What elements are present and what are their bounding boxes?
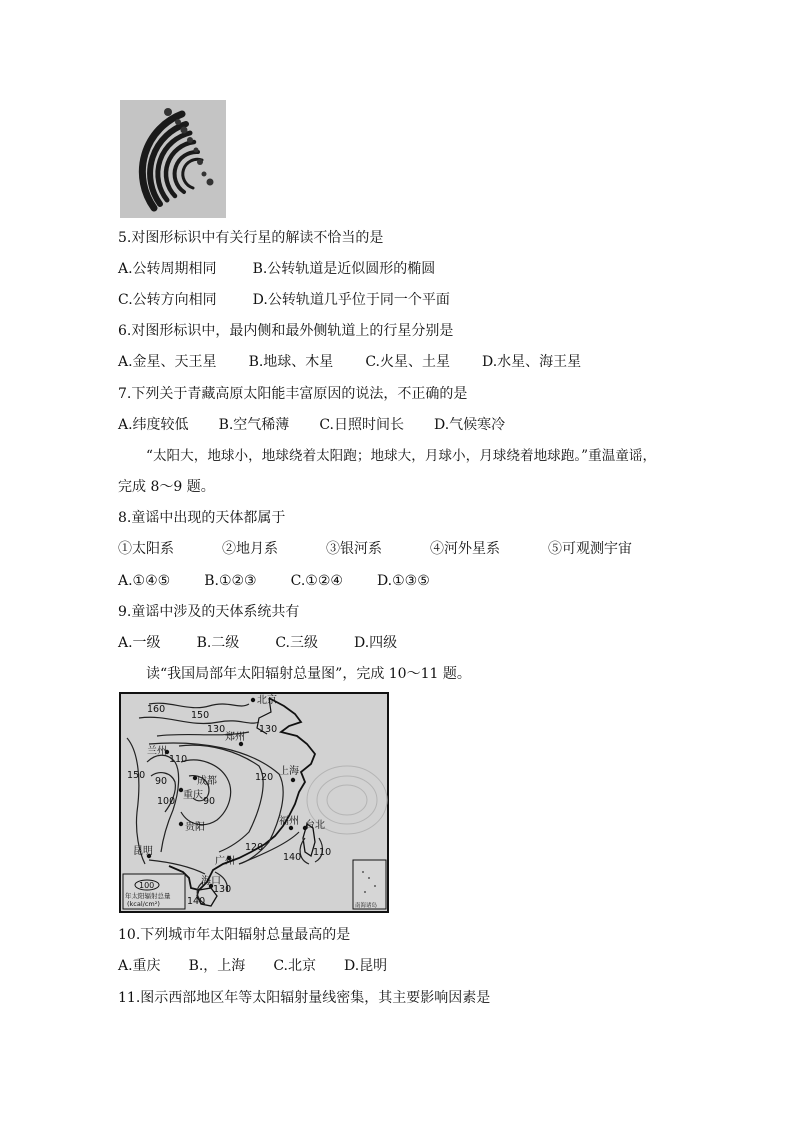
isoline-label: 140 — [187, 896, 206, 907]
q7-option-b: B.空气稀薄 — [218, 417, 290, 433]
solar-system-orbits-figure — [120, 100, 226, 218]
question-9-stem: 9.童谣中涉及的天体系统共有 — [118, 604, 300, 620]
question-9-options — [118, 634, 397, 652]
isoline-label: 100 — [157, 796, 176, 807]
q5-option-a: A.公转周期相同 — [118, 261, 217, 277]
question-5-options-row-2 — [118, 291, 450, 309]
q8-option-a: A.①④⑤ — [118, 573, 171, 589]
q9-option-b: B.二级 — [196, 635, 240, 651]
isoline-label: 90 — [155, 776, 168, 787]
question-8-options — [118, 572, 430, 590]
q6-option-d: D.水星、海王星 — [481, 354, 582, 370]
q8-item-3: ③银河系 — [326, 541, 382, 557]
city-taibei: 台北 — [305, 820, 325, 831]
question-6-options — [118, 353, 581, 371]
q10-option-d: D.昆明 — [343, 958, 388, 974]
q9-option-c: C.三级 — [275, 635, 318, 651]
city-chongqing: 重庆 — [183, 790, 203, 801]
question-10-options — [118, 957, 387, 975]
isoline-label: 120 — [255, 772, 274, 783]
isoline-label: 130 — [259, 724, 278, 735]
city-beijing: 北京 — [257, 695, 277, 706]
city-shanghai: 上海 — [279, 766, 299, 777]
isoline-label: 130 — [207, 724, 226, 735]
city-guangzhou: 广州 — [215, 856, 235, 867]
inset-label: 南海诸岛 — [355, 903, 378, 909]
intro-8-9-line-1: “太阳大，地球小，地球绕着太阳跑；地球大，月球小，月球绕着地球跑。”重温童谣， — [146, 448, 657, 464]
q9-option-d: D.四级 — [353, 635, 398, 651]
q8-item-1: ①太阳系 — [118, 541, 174, 557]
question-10-stem: 10.下列城市年太阳辐射总量最高的是 — [118, 927, 351, 943]
intro-10-11: 读“我国局部年太阳辐射总量图”，完成 10～11 题。 — [146, 666, 471, 682]
city-fuzhou: 福州 — [279, 816, 299, 827]
question-5-stem: 5.对图形标识中有关行星的解读不恰当的是 — [118, 230, 384, 246]
question-8-stem: 8.童谣中出现的天体都属于 — [118, 510, 286, 526]
isoline-label: 120 — [245, 842, 264, 853]
q6-option-a: A.金星、天王星 — [118, 354, 217, 370]
q8-item-2: ②地月系 — [222, 541, 278, 557]
q5-option-d: D.公转轨道几乎位于同一个平面 — [252, 292, 450, 308]
isoline-label: 110 — [313, 847, 332, 858]
q9-option-a: A.一级 — [118, 635, 161, 651]
question-7-options — [118, 416, 505, 434]
isoline-label: 150 — [127, 770, 146, 781]
city-lanzhou: 兰州 — [147, 746, 167, 757]
q7-option-c: C.日照时间长 — [319, 417, 404, 433]
q10-option-a: A.重庆 — [118, 958, 161, 974]
legend-value: 100 — [139, 881, 155, 890]
solar-radiation-map — [119, 692, 389, 913]
isoline-label: 150 — [191, 710, 210, 721]
q5-option-b: B.公转轨道是近似圆形的椭圆 — [252, 261, 436, 277]
question-8-items — [118, 540, 632, 558]
q10-option-b: B.，上海 — [188, 958, 246, 974]
city-chengdu: 成都 — [197, 776, 217, 787]
isoline-label: 110 — [169, 754, 188, 765]
intro-8-9-line-2: 完成 8～9 题。 — [118, 479, 215, 495]
q8-item-4: ④河外星系 — [430, 541, 500, 557]
question-11-stem: 11.图示西部地区年等太阳辐射量线密集，其主要影响因素是 — [118, 990, 491, 1006]
q5-option-c: C.公转方向相同 — [118, 292, 217, 308]
legend-unit: (kcal/cm²) — [127, 900, 160, 908]
question-7-stem: 7.下列关于青藏高原太阳能丰富原因的说法，不正确的是 — [118, 386, 468, 402]
isoline-label: 130 — [213, 884, 232, 895]
q6-option-c: C.火星、土星 — [365, 354, 450, 370]
question-6-stem: 6.对图形标识中，最内侧和最外侧轨道上的行星分别是 — [118, 323, 454, 339]
isoline-label: 140 — [283, 852, 302, 863]
q8-option-d: D.①③⑤ — [376, 573, 430, 589]
q7-option-d: D.气候寒冷 — [433, 417, 506, 433]
q8-item-5: ⑤可观测宇宙 — [548, 541, 632, 557]
q10-option-c: C.北京 — [273, 958, 316, 974]
city-kunming: 昆明 — [133, 846, 153, 857]
city-zhengzhou: 郑州 — [225, 732, 245, 743]
q8-option-b: B.①②③ — [204, 573, 257, 589]
city-guiyang: 贵阳 — [185, 822, 205, 833]
legend-label: 年太阳辐射总量 — [125, 892, 171, 900]
q6-option-b: B.地球、木星 — [248, 354, 334, 370]
isoline-label: 160 — [147, 704, 166, 715]
q7-option-a: A.纬度较低 — [118, 417, 189, 433]
q8-option-c: C.①②④ — [290, 573, 343, 589]
isoline-label: 90 — [203, 796, 216, 807]
city-haikou: 海口 — [201, 876, 221, 887]
question-5-options-row-1 — [118, 260, 435, 278]
